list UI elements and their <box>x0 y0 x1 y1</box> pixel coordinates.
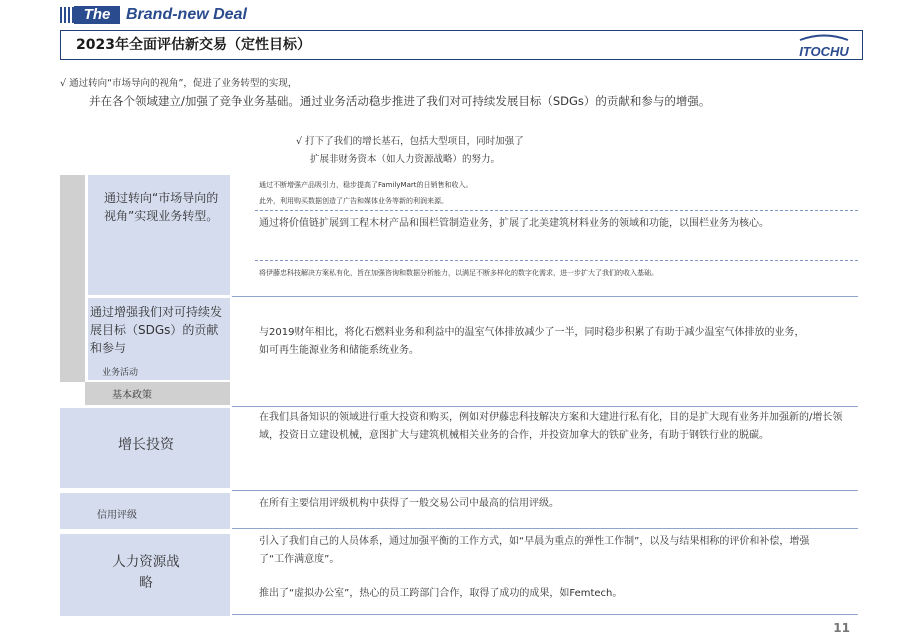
credit-text: 在所有主要信用评级机构中获得了一般交易公司中最高的信用评级。 <box>259 498 559 509</box>
intro-line-2: 并在各个领域建立/加强了竞争业务基础。通过业务活动稳步推进了我们对可持续发展目标（SDGs）的贡献和参与的增强。 <box>89 94 711 108</box>
divider <box>232 490 858 491</box>
credit-label-cell <box>60 493 230 529</box>
divider <box>232 406 858 407</box>
divider <box>232 614 858 615</box>
hr-label-cell <box>60 534 230 616</box>
hr-label: 人力资源战略 <box>112 554 180 591</box>
gray-side-bar <box>60 175 85 382</box>
growth-label: 增长投资 <box>118 437 174 453</box>
credit-label: 信用评级 <box>97 510 137 521</box>
intro-sub-1: √ 打下了我们的增长基石，包括大型项目，同时加强了 <box>296 136 524 147</box>
sdgs-tag: 业务活动 <box>102 368 139 378</box>
market-text-2: 此外，利用购买数据创造了广告和媒体业务等新的利润来源。 <box>259 197 448 205</box>
sdgs-label-cell <box>88 298 230 380</box>
market-text-1: 通过不断增强产品吸引力，稳步提高了FamilyMart的日销售和收入。 <box>259 181 473 189</box>
growth-text: 在我们具备知识的领域进行重大投资和购买，例如对伊藤忠科技解决方案和大建进行私有化，目的是扩大现有业务并加强新的/增长领域，投资日立建设机械，意图扩大与建筑机械相关业务的合作，并投资加拿大的铁矿业务，有助于钢铁行业的脱碳。 <box>259 412 843 441</box>
market-text-3: 通过将价值链扩展到工程木材产品和围栏管制造业务，扩展了北美建筑材料业务的领域和功能，以围栏业务为核心。 <box>259 218 769 229</box>
brand-banner <box>60 6 250 24</box>
divider <box>255 260 858 261</box>
hr-text-2: 推出了“虚拟办公室”，热心的员工跨部门合作，取得了成功的成果，如Femtech。 <box>259 588 623 599</box>
logo-text: ITOCHU <box>799 44 849 59</box>
intro-line-1: √ 通过转向“市场导向的视角”，促进了业务转型的实现， <box>60 78 298 89</box>
basic-policy-bar <box>85 382 230 405</box>
brand-deal: Brand-new Deal <box>126 6 247 23</box>
page-number: 11 <box>833 621 850 635</box>
divider <box>255 210 858 211</box>
itochu-logo <box>794 34 854 60</box>
title-box <box>60 30 863 60</box>
intro-sub-2: 扩展非财务资本（如人力资源战略）的努力。 <box>310 154 501 165</box>
divider <box>232 296 858 297</box>
page-title: 2023年全面评估新交易（定性目标） <box>76 37 311 53</box>
market-text-4: 将伊藤忠科技解决方案私有化，旨在加强咨询和数据分析能力，以满足不断多样化的数字化需求，进一步扩大了我们的收入基础。 <box>259 269 658 277</box>
growth-label-cell <box>60 408 230 488</box>
brand-the: The <box>74 6 120 24</box>
sdgs-text: 与2019财年相比，将化石燃料业务和利益中的温室气体排放减少了一半，同时稳步积累了有助于减少温室气体排放的业务，如可再生能源业务和储能系统业务。 <box>259 327 805 356</box>
brand-stripes-icon <box>60 7 74 23</box>
market-label-cell <box>88 175 230 295</box>
sdgs-label: 通过增强我们对可持续发展目标（SDGs）的贡献和参与 <box>90 305 223 355</box>
market-label: 通过转向“市场导向的视角”实现业务转型。 <box>104 191 219 223</box>
hr-text-1: 引入了我们自己的人员体系，通过加强平衡的工作方式，如“早晨为重点的弹性工作制”，以及与结果相称的评价和补偿，增强了“工作满意度”。 <box>259 536 810 565</box>
divider <box>232 528 858 529</box>
basic-policy-label: 基本政策 <box>112 390 152 401</box>
